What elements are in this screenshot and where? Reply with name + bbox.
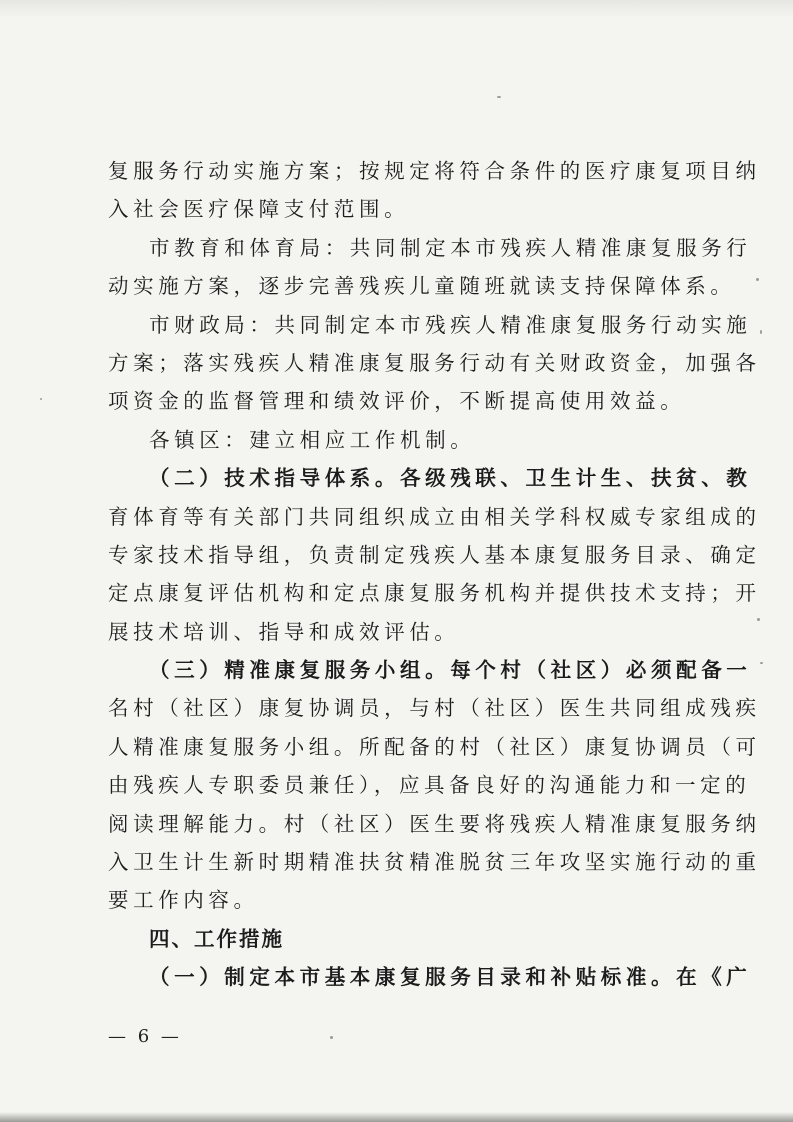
scan-speck [757, 618, 760, 621]
text-line: 人精准康复服务小组。所配备的村（社区）康复协调员（可 [108, 734, 761, 759]
scan-speck [760, 662, 763, 664]
text-line: 市财政局：共同制定本市残疾人精准康复服务行动实施 [149, 312, 752, 337]
document-body [108, 152, 761, 997]
section-heading: 四、工作措施 [149, 926, 284, 951]
text-line: 名村（社区）康复协调员，与村（社区）医生共同组成残疾 [108, 696, 761, 721]
text-line: 入社会医疗保障支付范围。 [108, 197, 410, 222]
text-line: 要工作内容。 [108, 888, 259, 913]
text-line: 育体育等有关部门共同组织成立由相关学科权威专家组成的 [108, 504, 761, 529]
scan-bottom-shade [0, 1112, 793, 1122]
scan-speck [330, 1036, 333, 1039]
subheading-line: （三）精准康复服务小组。每个村（社区）必须配备一 [149, 658, 752, 683]
scan-speck [40, 398, 42, 400]
scan-speck [756, 278, 759, 281]
scan-speck [497, 96, 501, 98]
text-line: 由残疾人专职委员兼任），应具备良好的沟通能力和一定的 [108, 773, 751, 798]
subheading-line: （一）制定本市基本康复服务目录和补贴标准。在《广 [149, 965, 752, 990]
text-line: 动实施方案，逐步完善残疾儿童随班就读支持保障体系。 [108, 274, 736, 299]
text-line: 专家技术指导组，负责制定残疾人基本康复服务目录、确定 [108, 542, 761, 567]
page-number: — 6 — [108, 1026, 182, 1047]
text-line: 定点康复评估机构和定点康复服务机构并提供技术支持；开 [108, 581, 761, 606]
text-line: 各镇区：建立相应工作机制。 [149, 427, 476, 452]
text-line: 入卫生计生新时期精准扶贫精准脱贫三年攻坚实施行动的重 [108, 850, 761, 875]
text-line: 项资金的监督管理和绩效评价，不断提高使用效益。 [108, 389, 686, 414]
scan-speck [760, 330, 762, 334]
text-line: 市教育和体育局：共同制定本市残疾人精准康复服务行 [149, 235, 752, 260]
subheading-line: （二）技术指导体系。各级残联、卫生计生、扶贫、教 [149, 466, 752, 491]
text-line: 展技术培训、指导和成效评估。 [108, 619, 460, 644]
text-line: 阅读理解能力。村（社区）医生要将残疾人精准康复服务纳 [108, 811, 761, 836]
scan-top-shade [0, 0, 793, 18]
text-line: 复服务行动实施方案；按规定将符合条件的医疗康复项目纳 [108, 159, 761, 183]
text-line: 方案；落实残疾人精准康复服务行动有关财政资金，加强各 [108, 350, 761, 375]
